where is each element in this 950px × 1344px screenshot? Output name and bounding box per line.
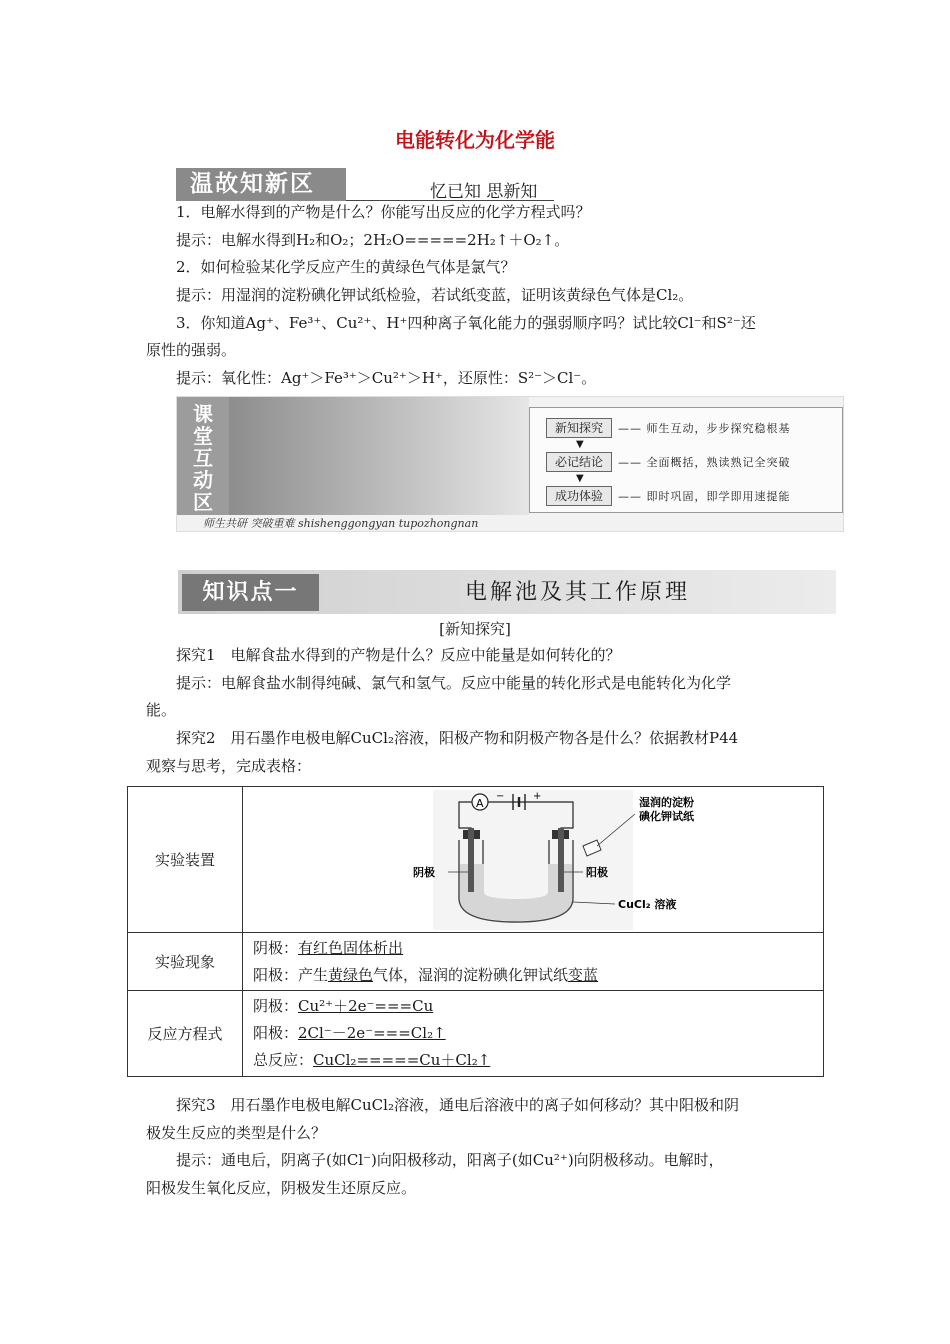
- ammeter-label: A: [476, 796, 484, 810]
- new-knowledge-label: [新知探究]: [439, 620, 511, 638]
- explore-3-question-cont: 极发生反应的类型是什么？: [146, 1124, 327, 1142]
- review-question-1: 1．电解水得到的产物是什么？你能写出反应的化学方程式吗？: [176, 203, 591, 221]
- explore-3-answer: 提示：通电后，阴离子(如Cl⁻)向阳极移动，阳离子(如Cu²⁺)向阴极移动。电解时，: [176, 1151, 724, 1169]
- paper-label-line2: 碘化钾试纸: [639, 809, 694, 823]
- step-desc: —— 全面概括，熟读熟记全突破: [618, 456, 791, 469]
- table-row: [128, 787, 824, 933]
- paper-label-line1: 湿润的淀粉: [639, 795, 694, 809]
- anode-label: 阳极: [586, 865, 608, 879]
- cathode-observation: 阴极：有红色固体析出: [253, 938, 404, 957]
- section-title: 电解池及其工作原理: [464, 580, 690, 605]
- explore-2-question: 探究2 用石墨作电极电解CuCl₂溶液，阳极产物和阴极产物各是什么？依据教材P44: [176, 729, 739, 747]
- classroom-photo: [229, 397, 529, 515]
- row-label-phenomenon: 实验现象: [128, 933, 243, 991]
- apparatus-cell: [243, 787, 824, 933]
- explore-2-question-cont: 观察与思考，完成表格：: [146, 757, 312, 775]
- classroom-banner: [176, 396, 844, 532]
- page-title: 电能转化为化学能: [395, 128, 555, 152]
- classroom-strip: [177, 397, 229, 515]
- arrow-down-icon: ▼: [576, 439, 584, 450]
- steps-panel: [529, 407, 843, 513]
- review-answer-1: 提示：电解水得到H₂和O₂；2H₂O=====2H₂↑＋O₂↑。: [176, 231, 570, 249]
- strip-char: 课: [193, 402, 213, 426]
- review-answer-3: 提示：氧化性：Ag⁺＞Fe³⁺＞Cu²⁺＞H⁺，还原性：S²⁻＞Cl⁻。: [176, 369, 597, 387]
- cathode-equation: 阴极：Cu²⁺＋2e⁻===Cu: [253, 997, 434, 1015]
- table-row: [128, 991, 824, 1077]
- review-banner: 温故知新区: [176, 168, 346, 201]
- step-label: 成功体验: [546, 486, 612, 506]
- classroom-caption: 师生共研 突破重难 shishenggongyan tupozhongnan: [203, 517, 479, 530]
- row-label-equation: 反应方程式: [128, 991, 243, 1077]
- review-question-3-cont: 原性的强弱。: [146, 341, 237, 359]
- strip-char: 堂: [193, 424, 213, 448]
- explore-3-answer-cont: 阳极发生氧化反应，阴极发生还原反应。: [146, 1179, 417, 1197]
- review-subtitle: 忆已知 思新知: [430, 182, 538, 202]
- explore-1-answer: 提示：电解食盐水制得纯碱、氯气和氢气。反应中能量的转化形式是电能转化为化学: [176, 674, 732, 692]
- step-label: 必记结论: [546, 452, 612, 472]
- strip-char: 区: [193, 490, 213, 514]
- strip-char: 互: [193, 446, 213, 470]
- section-tag: 知识点一: [182, 574, 319, 611]
- anode-observation: 阳极：产生黄绿色气体，湿润的淀粉碘化钾试纸变蓝: [253, 965, 599, 984]
- anode-equation: 阳极：2Cl⁻－2e⁻===Cl₂↑: [253, 1024, 446, 1042]
- step-desc: —— 即时巩固，即学即用速提能: [618, 490, 791, 503]
- row-label-apparatus: 实验装置: [128, 787, 243, 933]
- minus-sign: −: [496, 790, 505, 802]
- phenomenon-cell: [243, 933, 824, 991]
- explore-1-answer-cont: 能。: [146, 701, 177, 719]
- cathode-label: 阴极: [413, 865, 435, 879]
- solution-label: CuCl₂ 溶液: [618, 897, 677, 911]
- step-desc: —— 师生互动，步步探究稳根基: [618, 422, 791, 435]
- explore-3-question: 探究3 用石墨作电极电解CuCl₂溶液，通电后溶液中的离子如何移动？其中阳极和阴: [176, 1096, 739, 1114]
- strip-char: 动: [193, 468, 213, 492]
- experiment-table: [127, 786, 824, 1077]
- review-answer-2: 提示：用湿润的淀粉碘化钾试纸检验，若试纸变蓝，证明该黄绿色气体是Cl₂。: [176, 286, 694, 304]
- arrow-down-icon: ▼: [576, 473, 584, 484]
- equation-cell: [243, 991, 824, 1077]
- review-question-3: 3．你知道Ag⁺、Fe³⁺、Cu²⁺、H⁺四种离子氧化能力的强弱顺序吗？试比较Cl⁻和S²⁻还: [176, 314, 756, 332]
- total-equation: 总反应：CuCl₂=====Cu＋Cl₂↑: [253, 1051, 491, 1069]
- plus-sign: +: [533, 790, 542, 802]
- review-question-2: 2．如何检验某化学反应产生的黄绿色气体是氯气？: [176, 258, 516, 276]
- step-label: 新知探究: [546, 418, 612, 438]
- explore-1-question: 探究1 电解食盐水得到的产物是什么？反应中能量是如何转化的？: [176, 646, 621, 664]
- electrolysis-diagram: [243, 788, 823, 932]
- table-row: [128, 933, 824, 991]
